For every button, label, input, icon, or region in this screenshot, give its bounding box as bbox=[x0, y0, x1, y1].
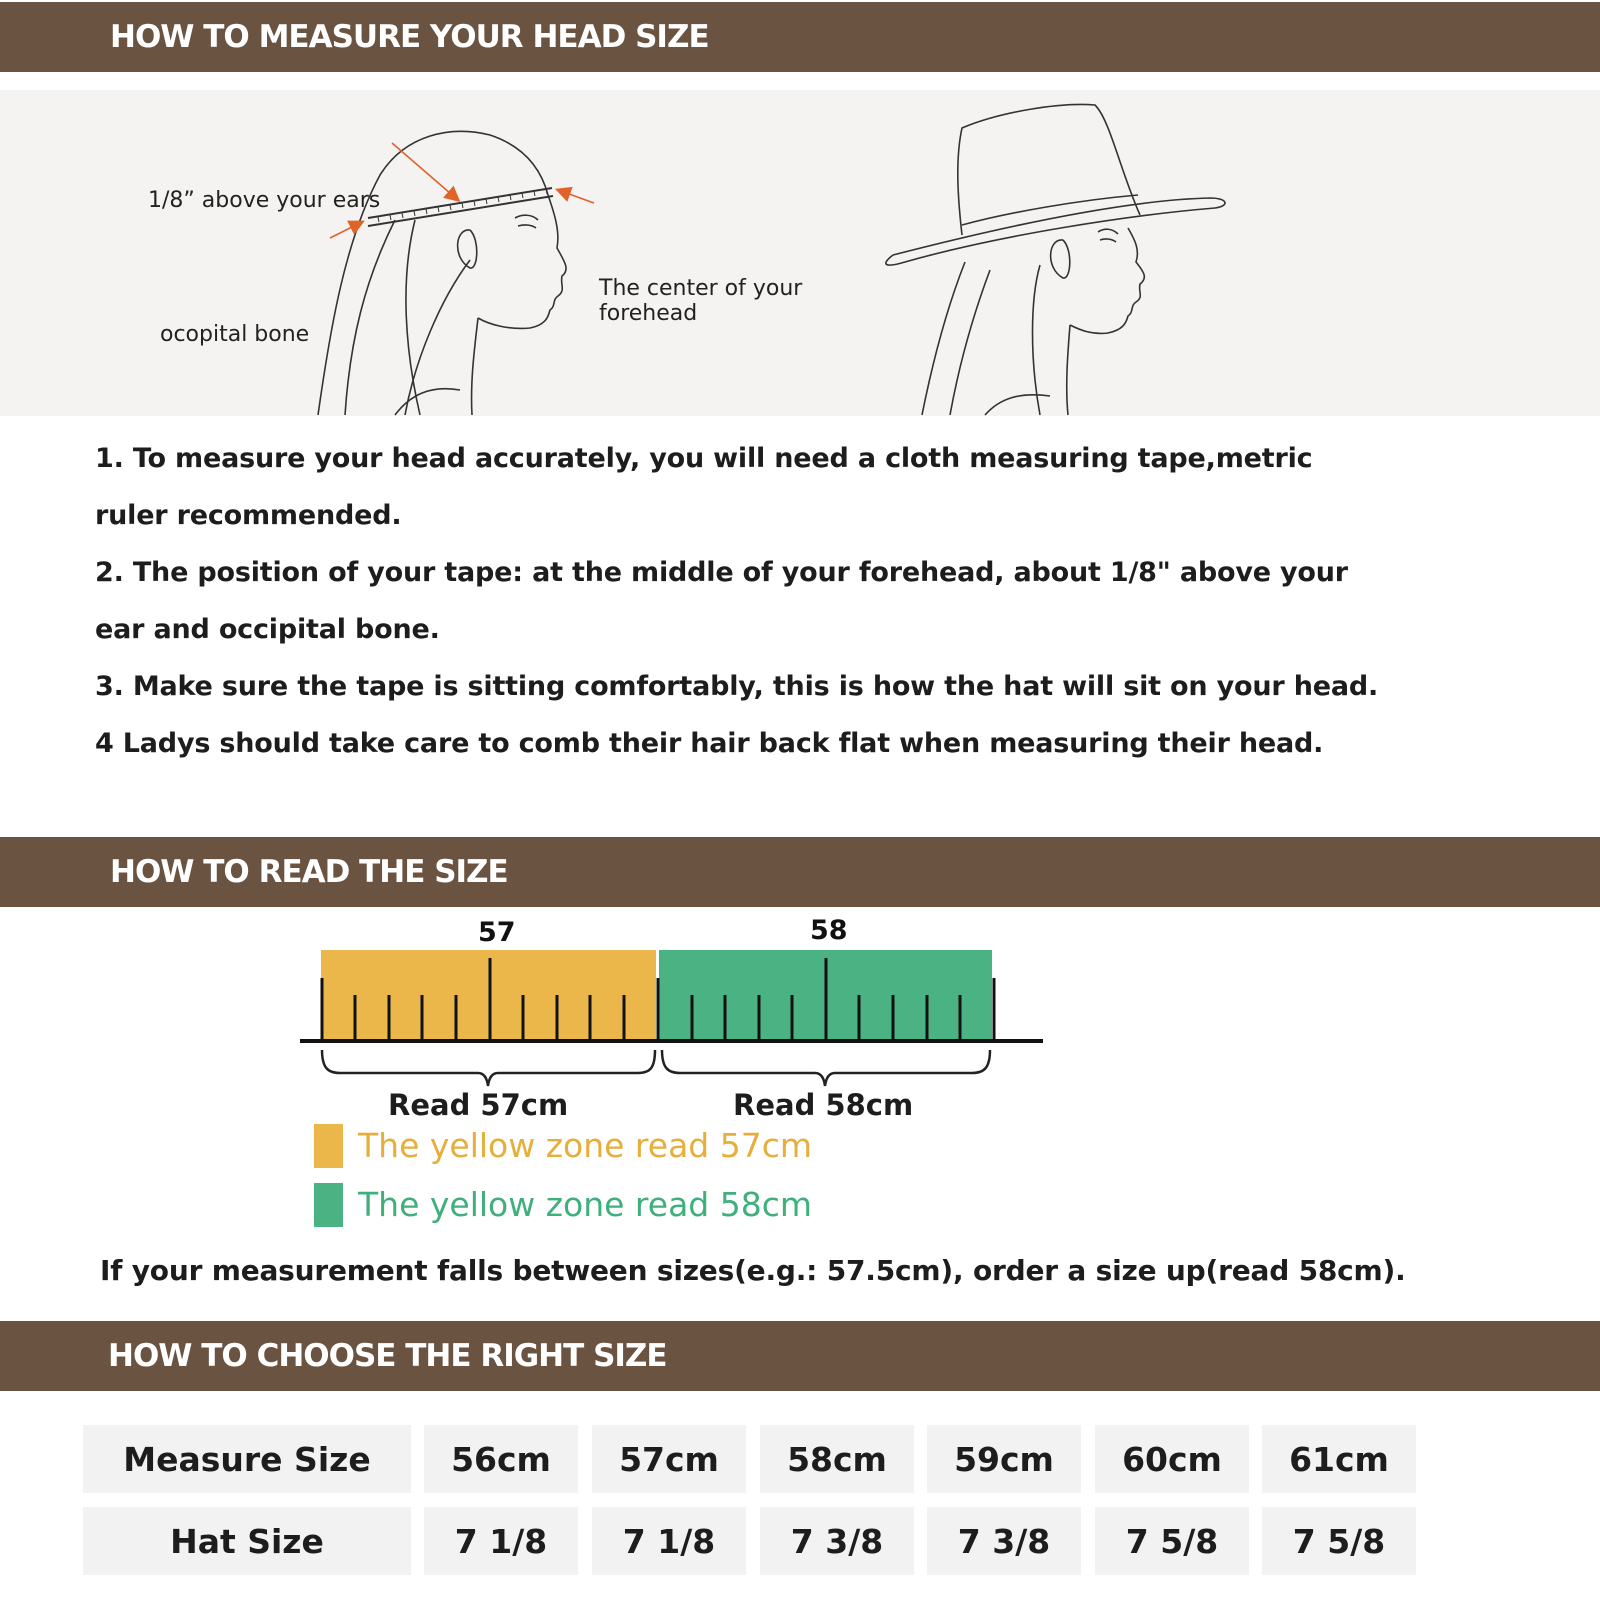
section-title-read: HOW TO READ THE SIZE bbox=[0, 837, 1600, 907]
instruction-line: 1. To measure your head accurately, you will need a cloth measuring tape,metric bbox=[95, 443, 1313, 474]
callout-center-line1: The center of your bbox=[599, 276, 803, 301]
instruction-line: ruler recommended. bbox=[95, 500, 402, 531]
instruction-line: ear and occipital bone. bbox=[95, 614, 440, 645]
instruction-line: 3. Make sure the tape is sitting comfortably, this is how the hat will sit on your head. bbox=[95, 671, 1379, 702]
ruler-label-57: 57 bbox=[478, 917, 516, 948]
read-57-label: Read 57cm bbox=[388, 1088, 569, 1122]
table-cell: 60cm bbox=[1095, 1425, 1249, 1493]
instruction-line: 4 Ladys should take care to comb their hair back flat when measuring their head. bbox=[95, 728, 1324, 759]
table-cell: 7 5/8 bbox=[1262, 1507, 1416, 1575]
table-cell: 7 1/8 bbox=[592, 1507, 746, 1575]
table-row-label: Measure Size bbox=[83, 1425, 411, 1493]
table-cell: 56cm bbox=[424, 1425, 578, 1493]
table-cell: 7 3/8 bbox=[760, 1507, 914, 1575]
legend-yellow-text: The yellow zone read 57cm bbox=[358, 1126, 813, 1165]
instruction-line: 2. The position of your tape: at the middle of your forehead, about 1/8" above your bbox=[95, 557, 1348, 588]
measure-illustration bbox=[0, 90, 1600, 416]
right-head-hat-drawing bbox=[886, 104, 1225, 415]
between-sizes-note: If your measurement falls between sizes(e.g.: 57.5cm), order a size up(read 58cm). bbox=[100, 1254, 1406, 1287]
table-cell: 58cm bbox=[760, 1425, 914, 1493]
table-cell: 57cm bbox=[592, 1425, 746, 1493]
callout-center-line2: forehead bbox=[599, 301, 698, 326]
ruler-svg bbox=[0, 907, 1600, 1087]
ruler-label-58: 58 bbox=[810, 915, 848, 946]
callout-occipital-bone: ocopital bone bbox=[160, 322, 310, 347]
table-cell: 61cm bbox=[1262, 1425, 1416, 1493]
legend-yellow-swatch bbox=[314, 1124, 343, 1168]
legend-green-swatch bbox=[314, 1183, 343, 1227]
section-title-measure: HOW TO MEASURE YOUR HEAD SIZE bbox=[0, 2, 1600, 72]
left-head-drawing bbox=[318, 131, 566, 415]
read-58-label: Read 58cm bbox=[733, 1088, 914, 1122]
section-title-choose: HOW TO CHOOSE THE RIGHT SIZE bbox=[0, 1321, 1600, 1391]
callout-above-ears: 1/8” above your ears bbox=[148, 188, 381, 213]
head-drawings bbox=[0, 90, 1600, 416]
callout-center-forehead bbox=[599, 276, 839, 326]
table-cell: 59cm bbox=[927, 1425, 1081, 1493]
legend-green-text: The yellow zone read 58cm bbox=[358, 1185, 813, 1224]
table-row-label: Hat Size bbox=[83, 1507, 411, 1575]
table-cell: 7 1/8 bbox=[424, 1507, 578, 1575]
table-cell: 7 5/8 bbox=[1095, 1507, 1249, 1575]
read-braces bbox=[322, 1050, 990, 1086]
instructions bbox=[95, 430, 1535, 772]
ruler-graphic bbox=[0, 907, 1600, 1091]
table-cell: 7 3/8 bbox=[927, 1507, 1081, 1575]
